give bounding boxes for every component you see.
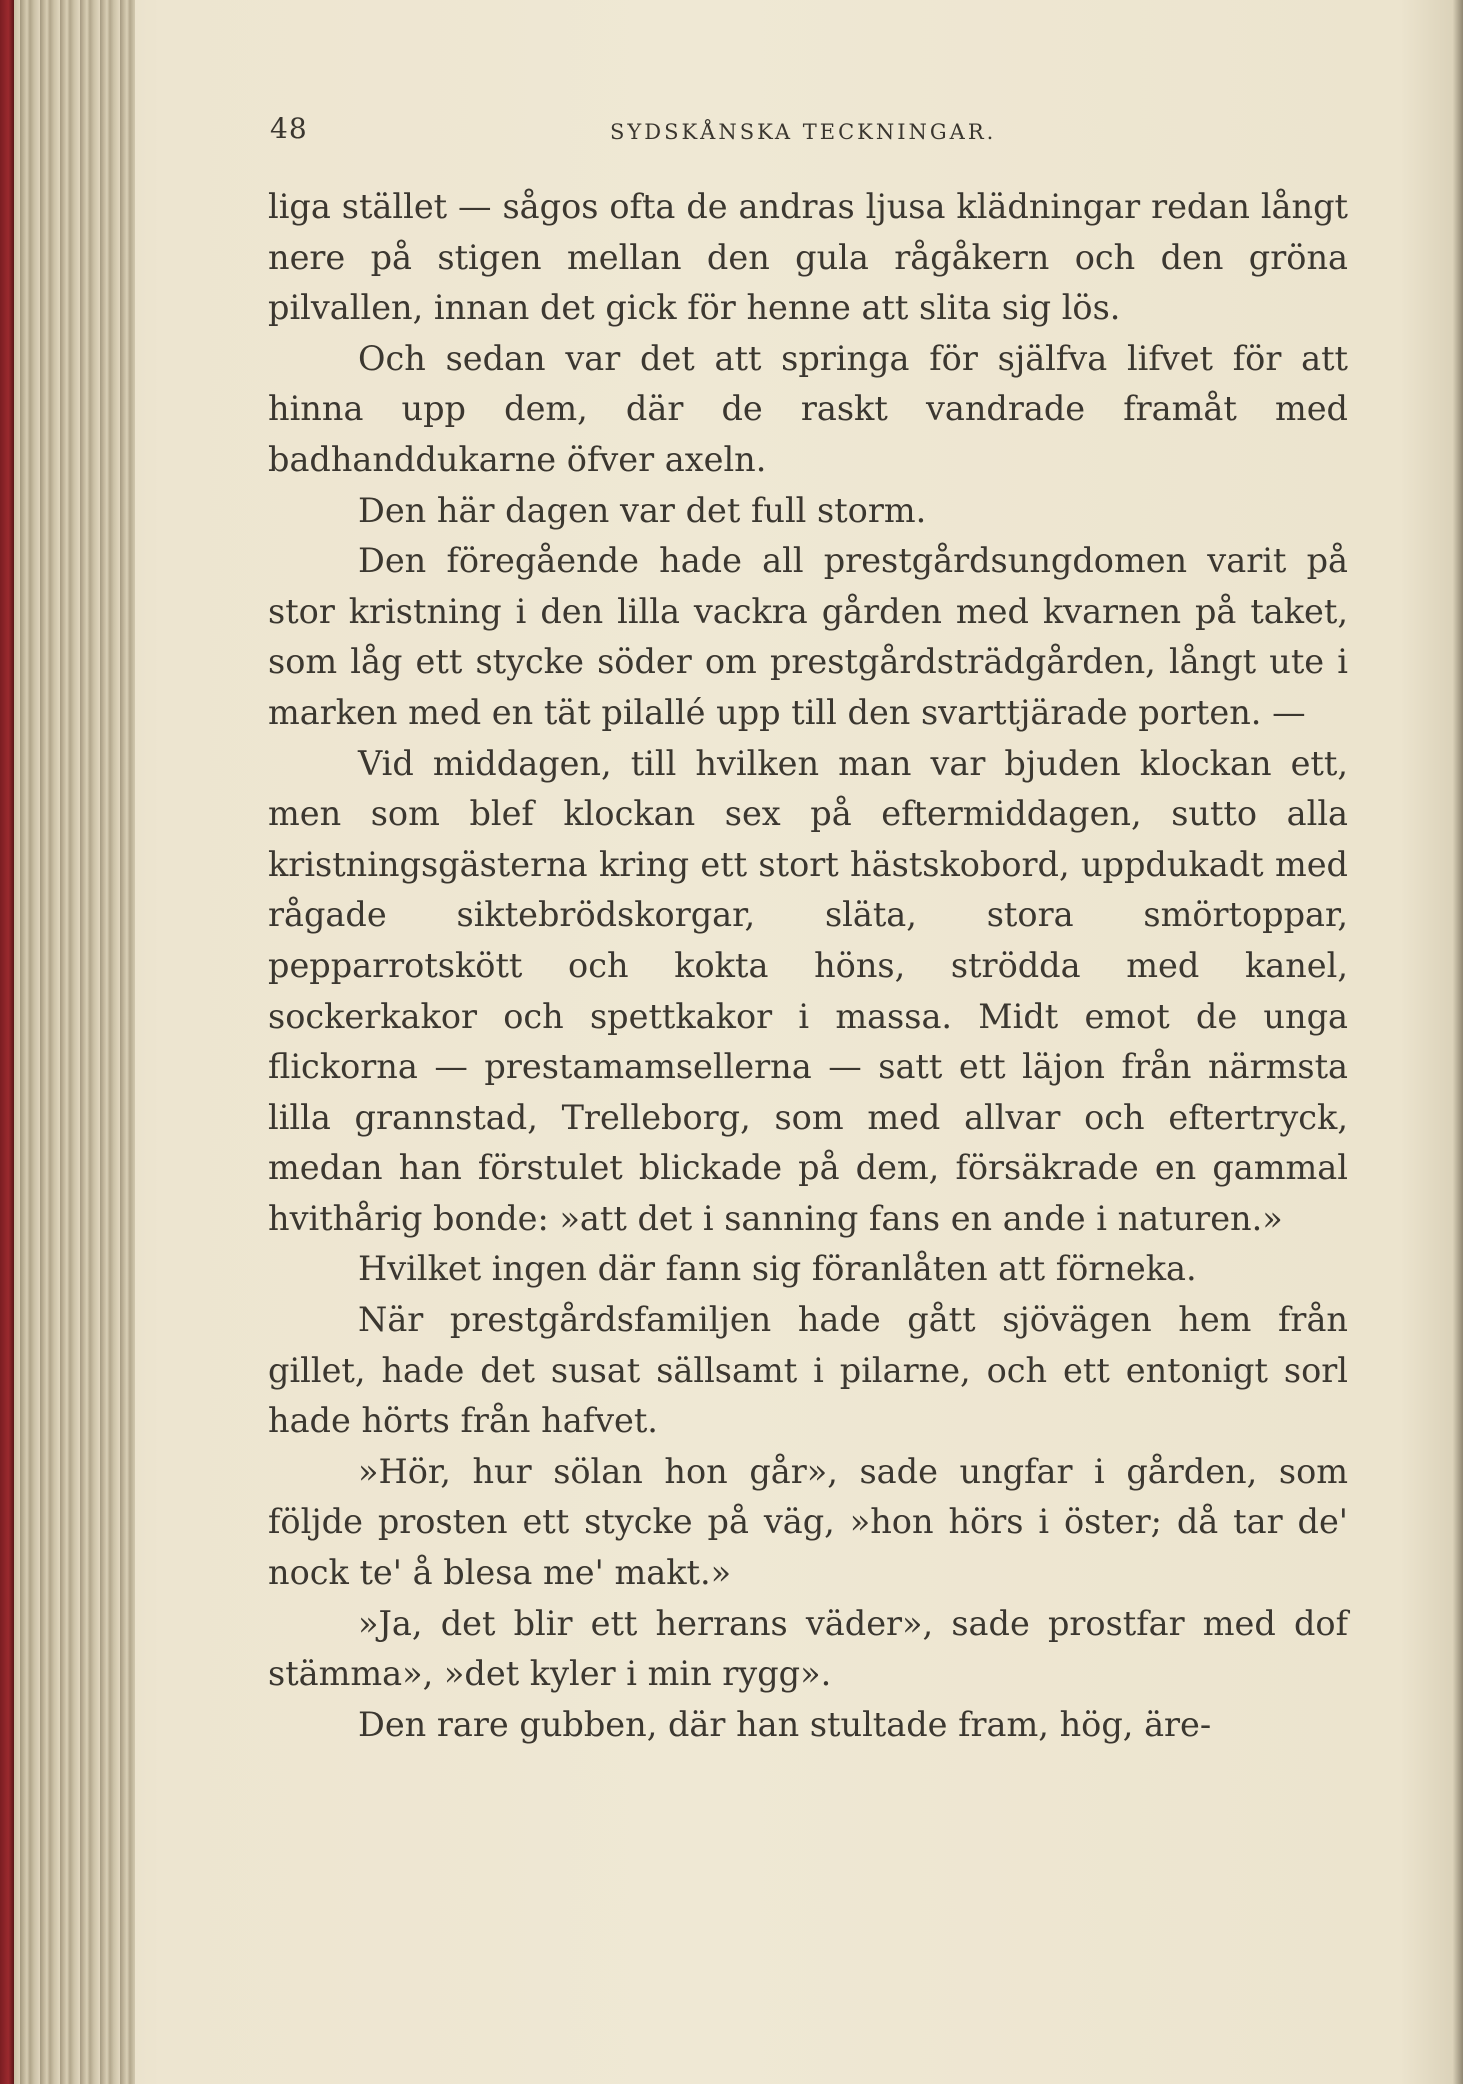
- paragraph: Vid middagen, till hvilken man var bjuden klockan ett, men som blef klockan sex på eftermiddagen, sutto alla kristningsgästerna kring ett stort hästskobord, uppdukadt med rågade siktebrödskorgar, släta, stora smörtoppar, pepparrotskött och kokta höns, strödda med kanel, sockerkakor och spettkakor i massa. Midt emot de unga flickorna — prestamamsellerna — satt ett läjon från närmsta lilla grannstad, Trelleborg, som med allvar och eftertryck, medan han förstulet blickade på dem, försäkrade en gammal hvithårig bonde: »att det i sanning fans en ande i naturen.»: [268, 743, 1348, 1238]
- body-text: [268, 182, 1348, 1750]
- paragraph: Den föregående hade all prestgårdsungdomen varit på stor kristning i den lilla vackra gården med kvarnen på taket, som låg ett stycke söder om prestgårdsträdgården, långt ute i marken med en tät pilallé upp till den svarttjärade porten. —: [268, 541, 1348, 732]
- paragraph: Hvilket ingen där fann sig föranlåten att förneka.: [358, 1249, 1197, 1289]
- running-head: SYDSKÅNSKA TECKNINGAR.: [610, 120, 997, 144]
- paragraph: Den här dagen var det full storm.: [358, 490, 927, 530]
- paragraph: »Hör, hur sölan hon går», sade ungfar i gården, som följde prosten ett stycke på väg, »hon hörs i öster; då tar de' nock te' å blesa me' makt.»: [268, 1451, 1348, 1593]
- page-header: [270, 112, 1350, 162]
- paragraph: liga stället — sågos ofta de andras ljusa klädningar redan långt nere på stigen mellan den gula rågåkern och den gröna pilvallen, innan det gick för henne att slita sig lös.: [268, 187, 1348, 328]
- paragraph: Den rare gubben, där han stultade fram, hög, äre-: [358, 1704, 1212, 1744]
- page-edge-shadow: [1453, 0, 1463, 2084]
- paragraph: »Ja, det blir ett herrans väder», sade prostfar med dof stämma», »det kyler i min rygg».: [268, 1603, 1348, 1694]
- paragraph: Och sedan var det att springa för själfva lifvet för att hinna upp dem, där de raskt vandrade framåt med badhanddukarne öfver axeln.: [268, 338, 1348, 479]
- book-binding: [0, 0, 135, 2084]
- paragraph: När prestgårdsfamiljen hade gått sjövägen hem från gillet, hade det susat sällsamt i pilarne, och ett entonigt sorl hade hörts från hafvet.: [268, 1300, 1348, 1441]
- red-spine-edge: [0, 0, 14, 2084]
- page-number: 48: [270, 112, 308, 145]
